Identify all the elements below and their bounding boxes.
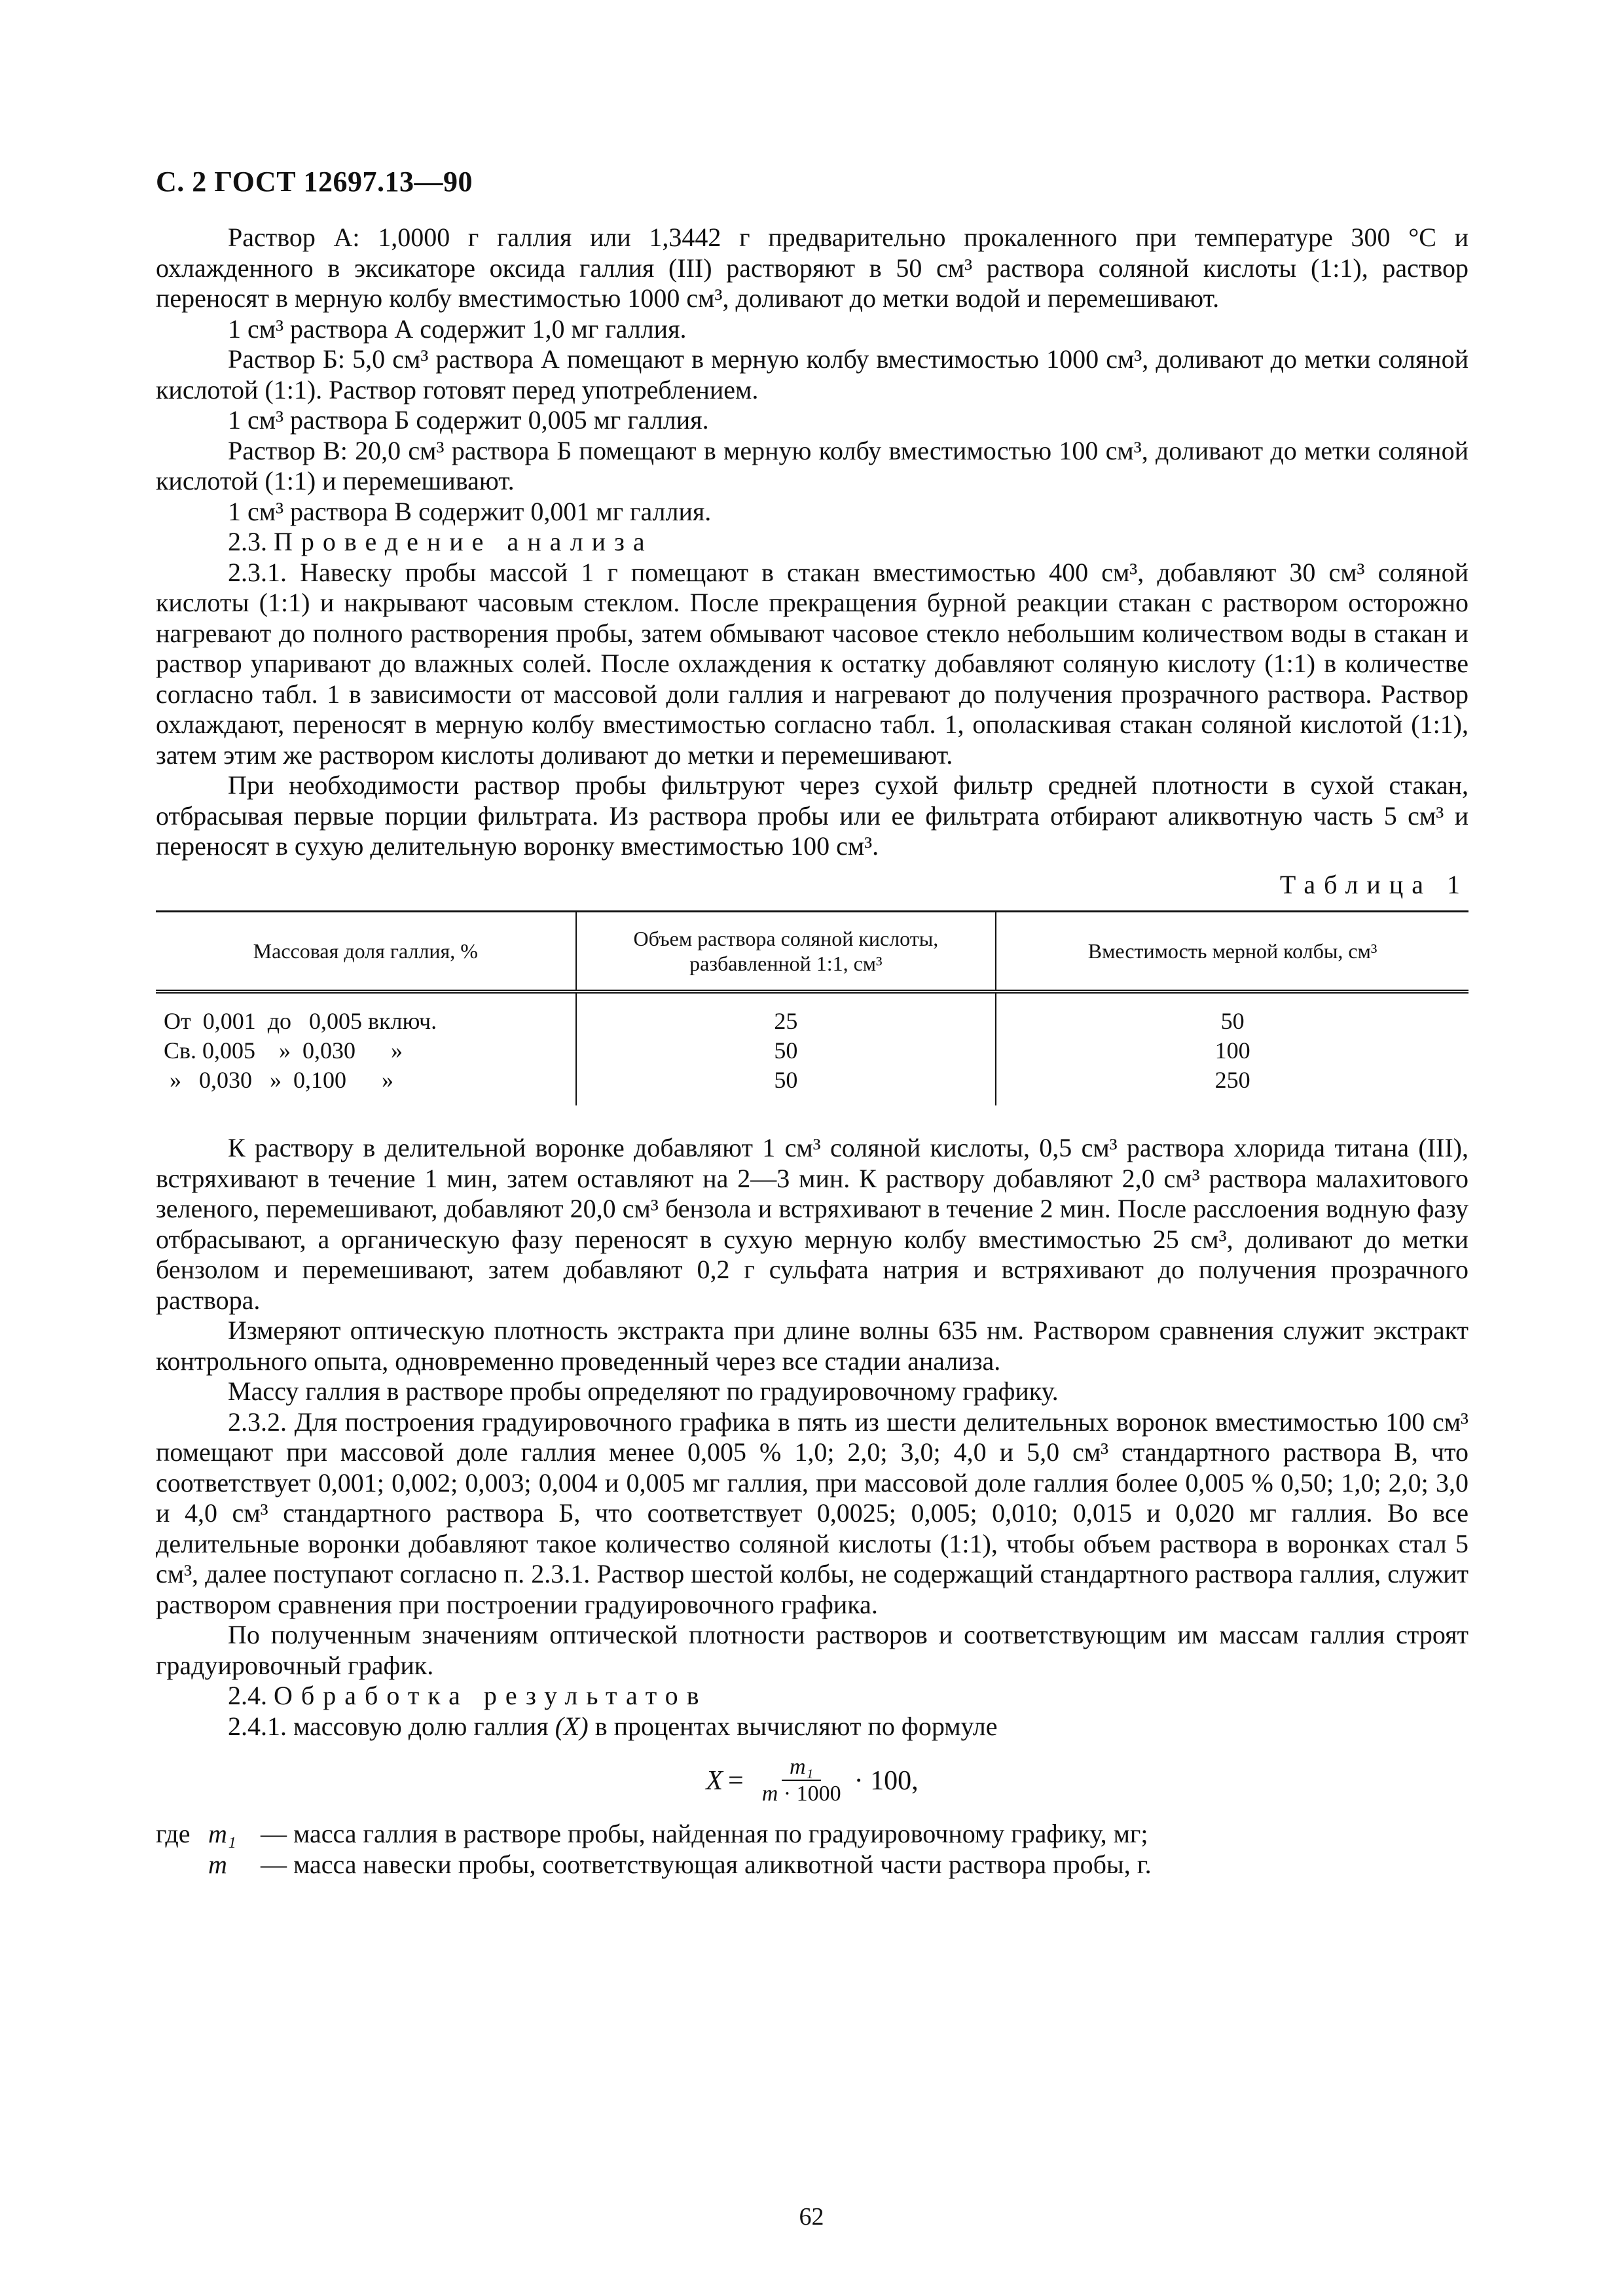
table-cell-acid-volume: 50	[576, 1066, 996, 1105]
legend-prefix: где	[156, 1819, 191, 1848]
table-header-row	[156, 912, 1468, 992]
table-cell-mass-fraction: » 0,030 » 0,100 »	[164, 1067, 393, 1093]
paragraph-text: в процентах вычисляют по формуле	[588, 1711, 998, 1741]
variable-x: (X)	[555, 1711, 589, 1741]
legend-row	[156, 1819, 1468, 1850]
table-cell-mass-fraction: Св. 0,005 » 0,030 »	[164, 1037, 403, 1064]
document-body	[156, 223, 1468, 1880]
formula-equals: =	[728, 1765, 744, 1796]
paragraph-calibration-mass: Массу галлия в растворе пробы определяют по градуировочному графику.	[228, 1376, 1059, 1406]
paragraph-solution-v-content: 1 см³ раствора В содержит 0,001 мг галлия.	[228, 496, 712, 526]
table-row	[156, 1036, 1468, 1066]
section-heading-2-4	[156, 1681, 1468, 1712]
section-title: Проведение анализа	[274, 527, 653, 556]
table-1	[156, 910, 1468, 1105]
legend-text: — масса галлия в растворе пробы, найденная по градуировочному графику, мг;	[261, 1819, 1148, 1848]
table-header-flask-capacity: Вместимость мерной колбы, см³	[996, 912, 1468, 992]
paragraph-calibration-build: По полученным значениям оптической плотности растворов и соответствующим им массам галлия строят градуировочный график.	[156, 1620, 1468, 1680]
section-number: 2.3.	[228, 527, 267, 556]
paragraph-2-3-2: 2.3.2. Для построения градуировочного графика в пять из шести делительных воронок вместимостью 100 см³ помещают при массовой доле галлия менее 0,005 % 1,0; 2,0; 3,0; 4,0 и 5,0 см³ стандартного раствора В, что соответствует 0,001; 0,002; 0,003; 0,004 и 0,005 мг галлия, при массовой доле галлия более 0,005 % 0,50; 1,0; 2,0; 3,0 и 4,0 см³ стандартного раствора Б, что соответствует 0,0025; 0,005; 0,010; 0,015 и 0,020 мг галлия. Во все делительные воронки добавляют такое количество соляной кислоты (1:1), чтобы объем раствора в воронках стал 5 см³, далее поступают согласно п. 2.3.1. Раствор шестой колбы, не содержащий стандартного раствора галлия, служит раствором сравнения при построении градуировочного графика.	[156, 1407, 1468, 1619]
table-cell-flask-capacity: 50	[996, 992, 1468, 1036]
legend-row	[156, 1850, 1468, 1880]
table-caption: Таблица 1	[1279, 869, 1468, 899]
formula-denominator: m · 1000	[761, 1782, 841, 1806]
legend-symbol: m	[208, 1849, 227, 1879]
paragraph-2-4-1	[156, 1712, 1468, 1742]
table-cell-flask-capacity: 250	[996, 1066, 1468, 1105]
formula-lhs: X	[706, 1765, 723, 1796]
paragraph-filtering: При необходимости раствор пробы фильтруют через сухой фильтр средней плотности в сухой стакан, отбрасывая первые порции фильтрата. Из раствора пробы или ее фильтрата отбирают аликвотную часть 5 см³ и переносят в сухую делительную воронку вместимостью 100 см³.	[156, 770, 1468, 861]
table-row	[156, 1066, 1468, 1105]
section-title: Обработка результатов	[274, 1681, 708, 1710]
section-heading-2-3	[156, 527, 1468, 558]
table-row	[156, 992, 1468, 1036]
paragraph-solution-a: Раствор А: 1,0000 г галлия или 1,3442 г предварительно прокаленного при температуре 300 °С и охлажденного в эксикаторе оксида галлия (III) растворяют в 50 см³ раствора соляной кислоты (1:1), раствор переносят в мерную колбу вместимостью 1000 см³, доливают до метки водой и перемешивают.	[156, 223, 1468, 313]
paragraph-solution-b: Раствор Б: 5,0 см³ раствора А помещают в мерную колбу вместимостью 1000 см³, доливают до метки соляной кислотой (1:1). Раствор готовят перед употреблением.	[156, 344, 1468, 404]
table-header-mass-fraction: Массовая доля галлия, %	[156, 912, 576, 992]
paragraph-solution-v: Раствор В: 20,0 см³ раствора Б помещают в мерную колбу вместимостью 100 см³, доливают до метки соляной кислотой (1:1) и перемешивают.	[156, 435, 1468, 495]
page-number: 62	[799, 2203, 824, 2231]
table-header-acid-volume: Объем раствора соляной кислоты, разбавленной 1:1, см³	[576, 912, 996, 992]
paragraph-optical-density: Измеряют оптическую плотность экстракта при длине волны 635 нм. Раствором сравнения служит экстракт контрольного опыта, одновременно проведенный через все стадии анализа.	[156, 1316, 1468, 1376]
paragraph-2-3-1: 2.3.1. Навеску пробы массой 1 г помещают в стакан вместимостью 400 см³, добавляют 30 см³ соляной кислоты (1:1) и накрывают часовым стеклом. После прекращения бурной реакции стакан с раствором осторожно нагревают до полного растворения пробы, затем обмывают часовое стекло небольшим количеством воды в стакан и раствор упаривают до влажных солей. После охлаждения к остатку добавляют соляную кислоту (1:1) в количестве согласно табл. 1 в зависимости от массовой доли галлия и нагревают до получения прозрачного раствора. Раствор охлаждают, переносят в мерную колбу вместимостью согласно табл. 1, ополаскивая стакан соляной кислотой (1:1), затем этим же раствором кислоты доливают до метки и перемешивают.	[156, 557, 1468, 770]
table-cell-acid-volume: 50	[576, 1036, 996, 1066]
formula-fraction	[754, 1755, 849, 1807]
legend-text: — масса навески пробы, соответствующая аликвотной части раствора пробы, г.	[261, 1849, 1152, 1879]
section-number: 2.4.	[228, 1681, 267, 1710]
legend-symbol: m₁	[208, 1819, 236, 1848]
table-cell-mass-fraction: От 0,001 до 0,005 включ.	[164, 1008, 437, 1034]
formula-rhs: · 100,	[854, 1765, 919, 1796]
paragraph-solution-a-content: 1 см³ раствора А содержит 1,0 мг галлия.	[228, 314, 687, 344]
formula-legend	[156, 1819, 1468, 1880]
formula	[156, 1755, 1468, 1807]
page-header: С. 2 ГОСТ 12697.13—90	[156, 166, 473, 198]
paragraph-solution-b-content: 1 см³ раствора Б содержит 0,005 мг галлия.	[228, 405, 709, 435]
formula-numerator: m₁	[782, 1755, 821, 1781]
legend-prefix	[156, 1850, 208, 1880]
paragraph-text: 2.4.1. массовую долю галлия	[228, 1711, 555, 1741]
table-cell-flask-capacity: 100	[996, 1036, 1468, 1066]
paragraph-extraction: К раствору в делительной воронке добавляют 1 см³ соляной кислоты, 0,5 см³ раствора хлорида титана (III), встряхивают в течение 1 мин, затем оставляют на 2—3 мин. К раствору добавляют 2,0 см³ раствора малахитового зеленого, перемешивают, добавляют 20,0 см³ бензола и встряхивают в течение 2 мин. После расслоения водную фазу отбрасывают, а органическую фазу переносят в сухую мерную колбу вместимостью 25 см³, доливают до метки бензолом и перемешивают, затем добавляют 0,2 г сульфата натрия и встряхивают до получения прозрачного раствора.	[156, 1133, 1468, 1315]
table-cell-acid-volume: 25	[576, 992, 996, 1036]
